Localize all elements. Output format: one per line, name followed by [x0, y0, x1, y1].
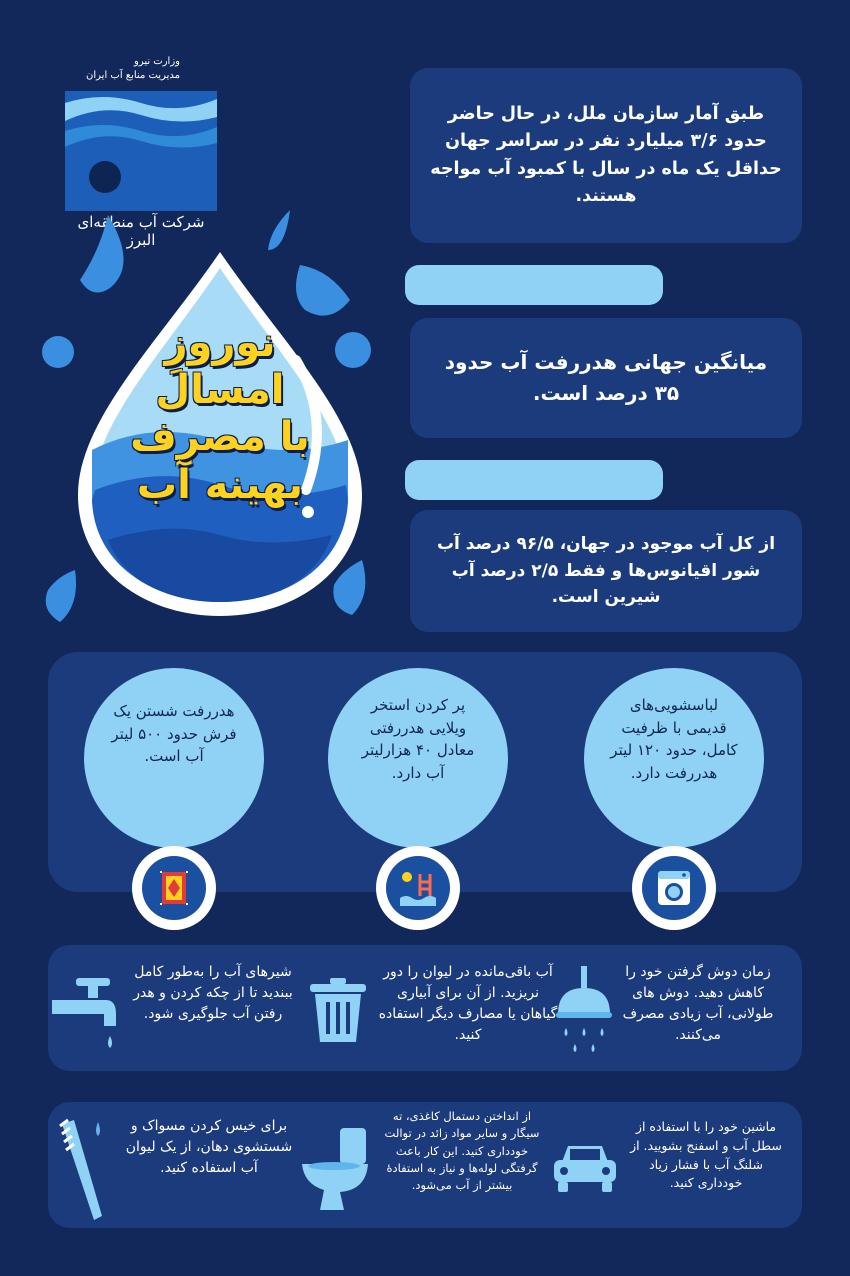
- pool-icon: [398, 868, 438, 908]
- tip-toilet-text: از انداختن دستمال کاغذی، ته سیگار و سایر مواد زائد در توالت خودداری کنید. این کار باعث گرفتگی لوله‌ها و نیاز به استفادهٔ بیشتر از آب می‌شود.: [384, 1109, 540, 1192]
- pool-badge: [376, 846, 460, 930]
- section-divider-pill-2: [405, 460, 663, 500]
- fact-card-2: میانگین جهانی هدررفت آب حدود ۳۵ درصد است.: [410, 318, 802, 438]
- headline-line-4: بهینه آب: [136, 461, 304, 508]
- logo-emblem-icon: [65, 91, 217, 211]
- tip-glass-text: آب باقی‌مانده در لیوان را دور نریزید. از آن برای آبیاری گیاهان یا مصارف دیگر استفاده کنید.: [378, 964, 558, 1043]
- stat-carpet-text: هدررفت شستن یک فرش حدود ۵۰۰ لیتر آب است.: [111, 702, 237, 765]
- carpet-icon: [154, 868, 194, 908]
- tip-car-text: ماشین خود را با استفاده از سطل آب و اسفنج بشویید. از شلنگ آب با فشار زیاد خودداری کنید.: [630, 1119, 782, 1191]
- logo-company-name: شرکت آب منطقه‌ای البرز: [77, 213, 205, 249]
- washing-machine-badge: [632, 846, 716, 930]
- stat-washing-text: لباسشویی‌های قدیمی با ظرفیت کامل، حدود ۱۲۰ لیتر هدررفت دارد.: [610, 696, 738, 782]
- tip-shower-text: زمان دوش گرفتن خود را کاهش دهید. دوش های طولانی، آب زیادی مصرف می‌کنند.: [622, 964, 774, 1043]
- carpet-badge: [132, 846, 216, 930]
- stat-pool-text: پر کردن استخر ویلایی هدررفتی معادل ۴۰ هزارلیتر آب دارد.: [361, 696, 475, 782]
- tip-toothbrush-text: برای خیس کردن مسواک و شستشوی دهان، از یک لیوان آب استفاده کنید.: [125, 1118, 293, 1176]
- headline-line-1: نوروزِ: [164, 320, 276, 366]
- toothbrush-icon: [58, 1116, 114, 1220]
- tip-faucet-text: شیرهای آب را به‌طور کامل ببندید تا از چکه کردن و هدر رفتن آب جلوگیری شود.: [133, 964, 293, 1022]
- shower-icon: [552, 966, 616, 1062]
- section-divider-pill-1: [405, 265, 663, 305]
- headline-line-3: با مصرف: [130, 414, 310, 461]
- logo-ministry: وزارت نیرو: [133, 56, 180, 67]
- car-icon: [552, 1140, 618, 1200]
- trash-bin-icon: [308, 978, 368, 1042]
- headline-line-2: امسال: [155, 367, 285, 414]
- faucet-icon: [50, 974, 122, 1054]
- fact-card-1: طبق آمار سازمان ملل، در حال حاضر حدود ۳/۶ میلیارد نفر در سراسر جهان حداقل یک ماه در سال با کمبود آب مواجه هستند.: [410, 68, 802, 243]
- headline: [90, 320, 350, 509]
- logo-department: مدیریت منابع آب ایران: [86, 70, 180, 81]
- toilet-icon: [300, 1128, 370, 1212]
- fact-card-3: از کل آب موجود در جهان، ۹۶/۵ درصد آب شور اقیانوس‌ها و فقط ۲/۵ درصد آب شیرین است.: [410, 510, 802, 632]
- washing-machine-icon: [654, 868, 694, 908]
- company-logo: [62, 55, 220, 249]
